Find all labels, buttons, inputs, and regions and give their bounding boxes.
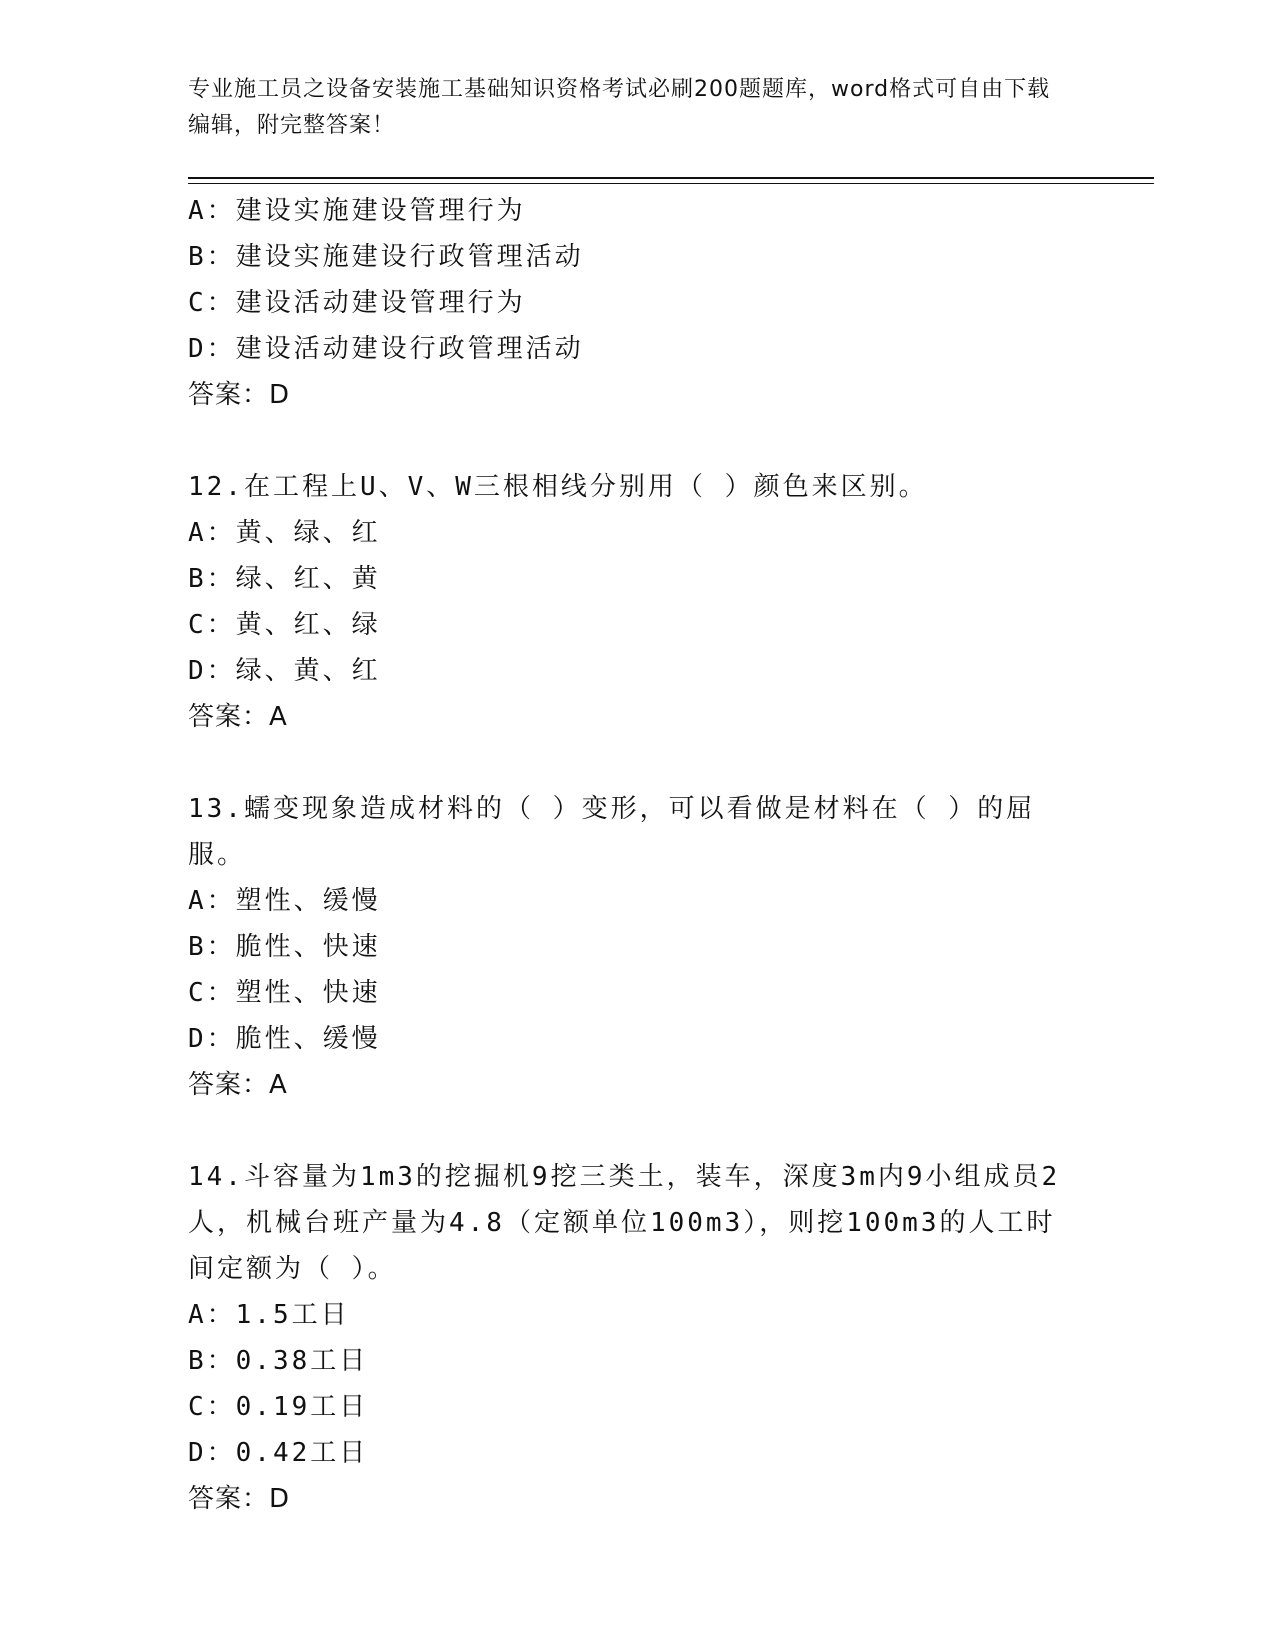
option-a: A：塑性、缓慢 [188, 886, 381, 916]
option-b: B：0.38工日 [188, 1346, 369, 1376]
spacer [188, 418, 1088, 464]
question-stem: 13.蠕变现象造成材料的（ ）变形，可以看做是材料在（ ）的屈服。 [188, 794, 1036, 870]
option-c: C：黄、红、绿 [188, 610, 381, 640]
option-a: A：1.5工日 [188, 1300, 350, 1330]
spacer [188, 1108, 1088, 1154]
answer: 答案：A [188, 1070, 288, 1100]
option-c: C：0.19工日 [188, 1392, 369, 1422]
option-d: D：绿、黄、红 [188, 656, 381, 686]
header-divider-bottom [188, 183, 1154, 184]
option-b: B：脆性、快速 [188, 932, 381, 962]
answer: 答案：D [188, 380, 291, 410]
document-header [188, 72, 1068, 144]
option-d: D：脆性、缓慢 [188, 1024, 381, 1054]
option-c: C：建设活动建设管理行为 [188, 288, 526, 318]
question-stem: 12.在工程上U、V、W三根相线分别用（ ）颜色来区别。 [188, 472, 928, 502]
question-content [188, 188, 1088, 1522]
question-12 [188, 464, 1088, 740]
header-divider-top [188, 177, 1154, 179]
option-d: D：0.42工日 [188, 1438, 369, 1468]
option-b: B：建设实施建设行政管理活动 [188, 242, 584, 272]
question-14 [188, 1154, 1088, 1522]
answer: 答案：A [188, 702, 288, 732]
answer: 答案：D [188, 1484, 291, 1514]
option-b: B：绿、红、黄 [188, 564, 381, 594]
question-13 [188, 786, 1088, 1108]
question-stem: 14.斗容量为1m3的挖掘机9挖三类土，装车，深度3m内9小组成员2人，机械台班产量为4.8（定额单位100m3），则挖100m3的人工时间定额为（ ）。 [188, 1162, 1061, 1284]
spacer [188, 740, 1088, 786]
header-text: 专业施工员之设备安装施工基础知识资格考试必刷200题题库，word格式可自由下载编辑，附完整答案！ [188, 77, 1051, 138]
previous-question-block [188, 188, 1088, 418]
option-a: A：建设实施建设管理行为 [188, 196, 526, 226]
option-a: A：黄、绿、红 [188, 518, 381, 548]
option-d: D：建设活动建设行政管理活动 [188, 334, 584, 364]
option-c: C：塑性、快速 [188, 978, 381, 1008]
